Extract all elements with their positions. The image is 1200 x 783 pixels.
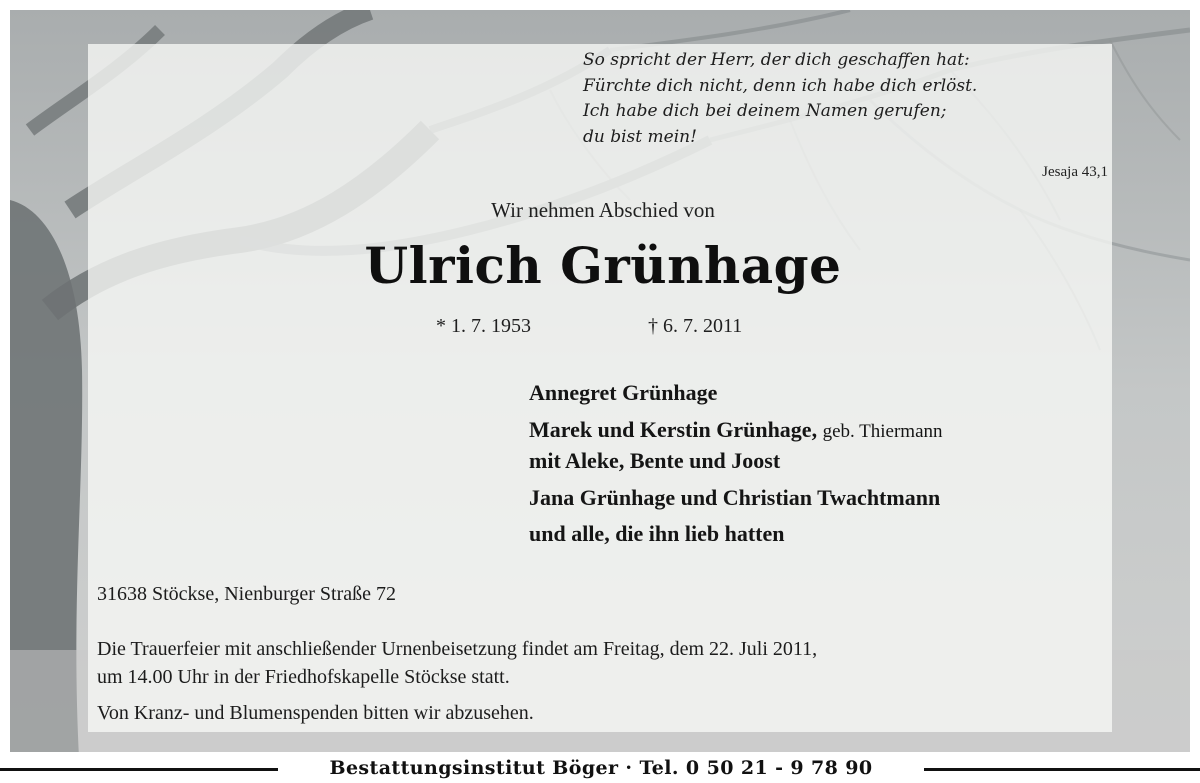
mourner-line: Jana Grünhage und Christian Twachtmann [529, 485, 941, 510]
deceased-name: Ulrich Grünhage [364, 236, 842, 295]
mourner-line: mit Aleke, Bente und Joost [529, 448, 781, 473]
service-info: Die Trauerfeier mit anschließender Urnenbeisetzung findet am Freitag, dem 22. Juli 2011, [97, 638, 818, 660]
service-info: um 14.00 Uhr in der Friedhofskapelle Stöckse statt. [97, 666, 510, 688]
verse-line: Ich habe dich bei deinem Namen gerufen; [583, 101, 947, 121]
donation-note: Von Kranz- und Blumenspenden bitten wir abzusehen. [97, 702, 534, 724]
funeral-home-contact: Bestattungsinstitut Böger · Tel. 0 50 21 - 9 78 90 [278, 754, 924, 783]
address: 31638 Stöckse, Nienburger Straße 72 [97, 583, 397, 605]
farewell-intro: Wir nehmen Abschied von [491, 198, 715, 222]
verse-line: Fürchte dich nicht, denn ich habe dich erlöst. [583, 75, 978, 96]
mourner-line [529, 417, 943, 443]
verse-line: du bist mein! [583, 126, 697, 147]
mourner-names: Marek und Kerstin Grünhage, [529, 417, 818, 442]
bible-verse [583, 48, 977, 150]
birth-date: * 1. 7. 1953 [436, 315, 531, 337]
footer-rule [0, 768, 290, 771]
maiden-name: geb. Thiermann [822, 421, 943, 442]
mourner-line: und alle, die ihn lieb hatten [529, 521, 785, 546]
verse-reference: Jesaja 43,1 [1042, 164, 1108, 180]
footer-rule [912, 768, 1200, 771]
death-date: † 6. 7. 2011 [648, 315, 743, 337]
mourner-line: Annegret Grünhage [529, 380, 718, 405]
verse-line: So spricht der Herr, der dich geschaffen hat: [583, 50, 970, 70]
